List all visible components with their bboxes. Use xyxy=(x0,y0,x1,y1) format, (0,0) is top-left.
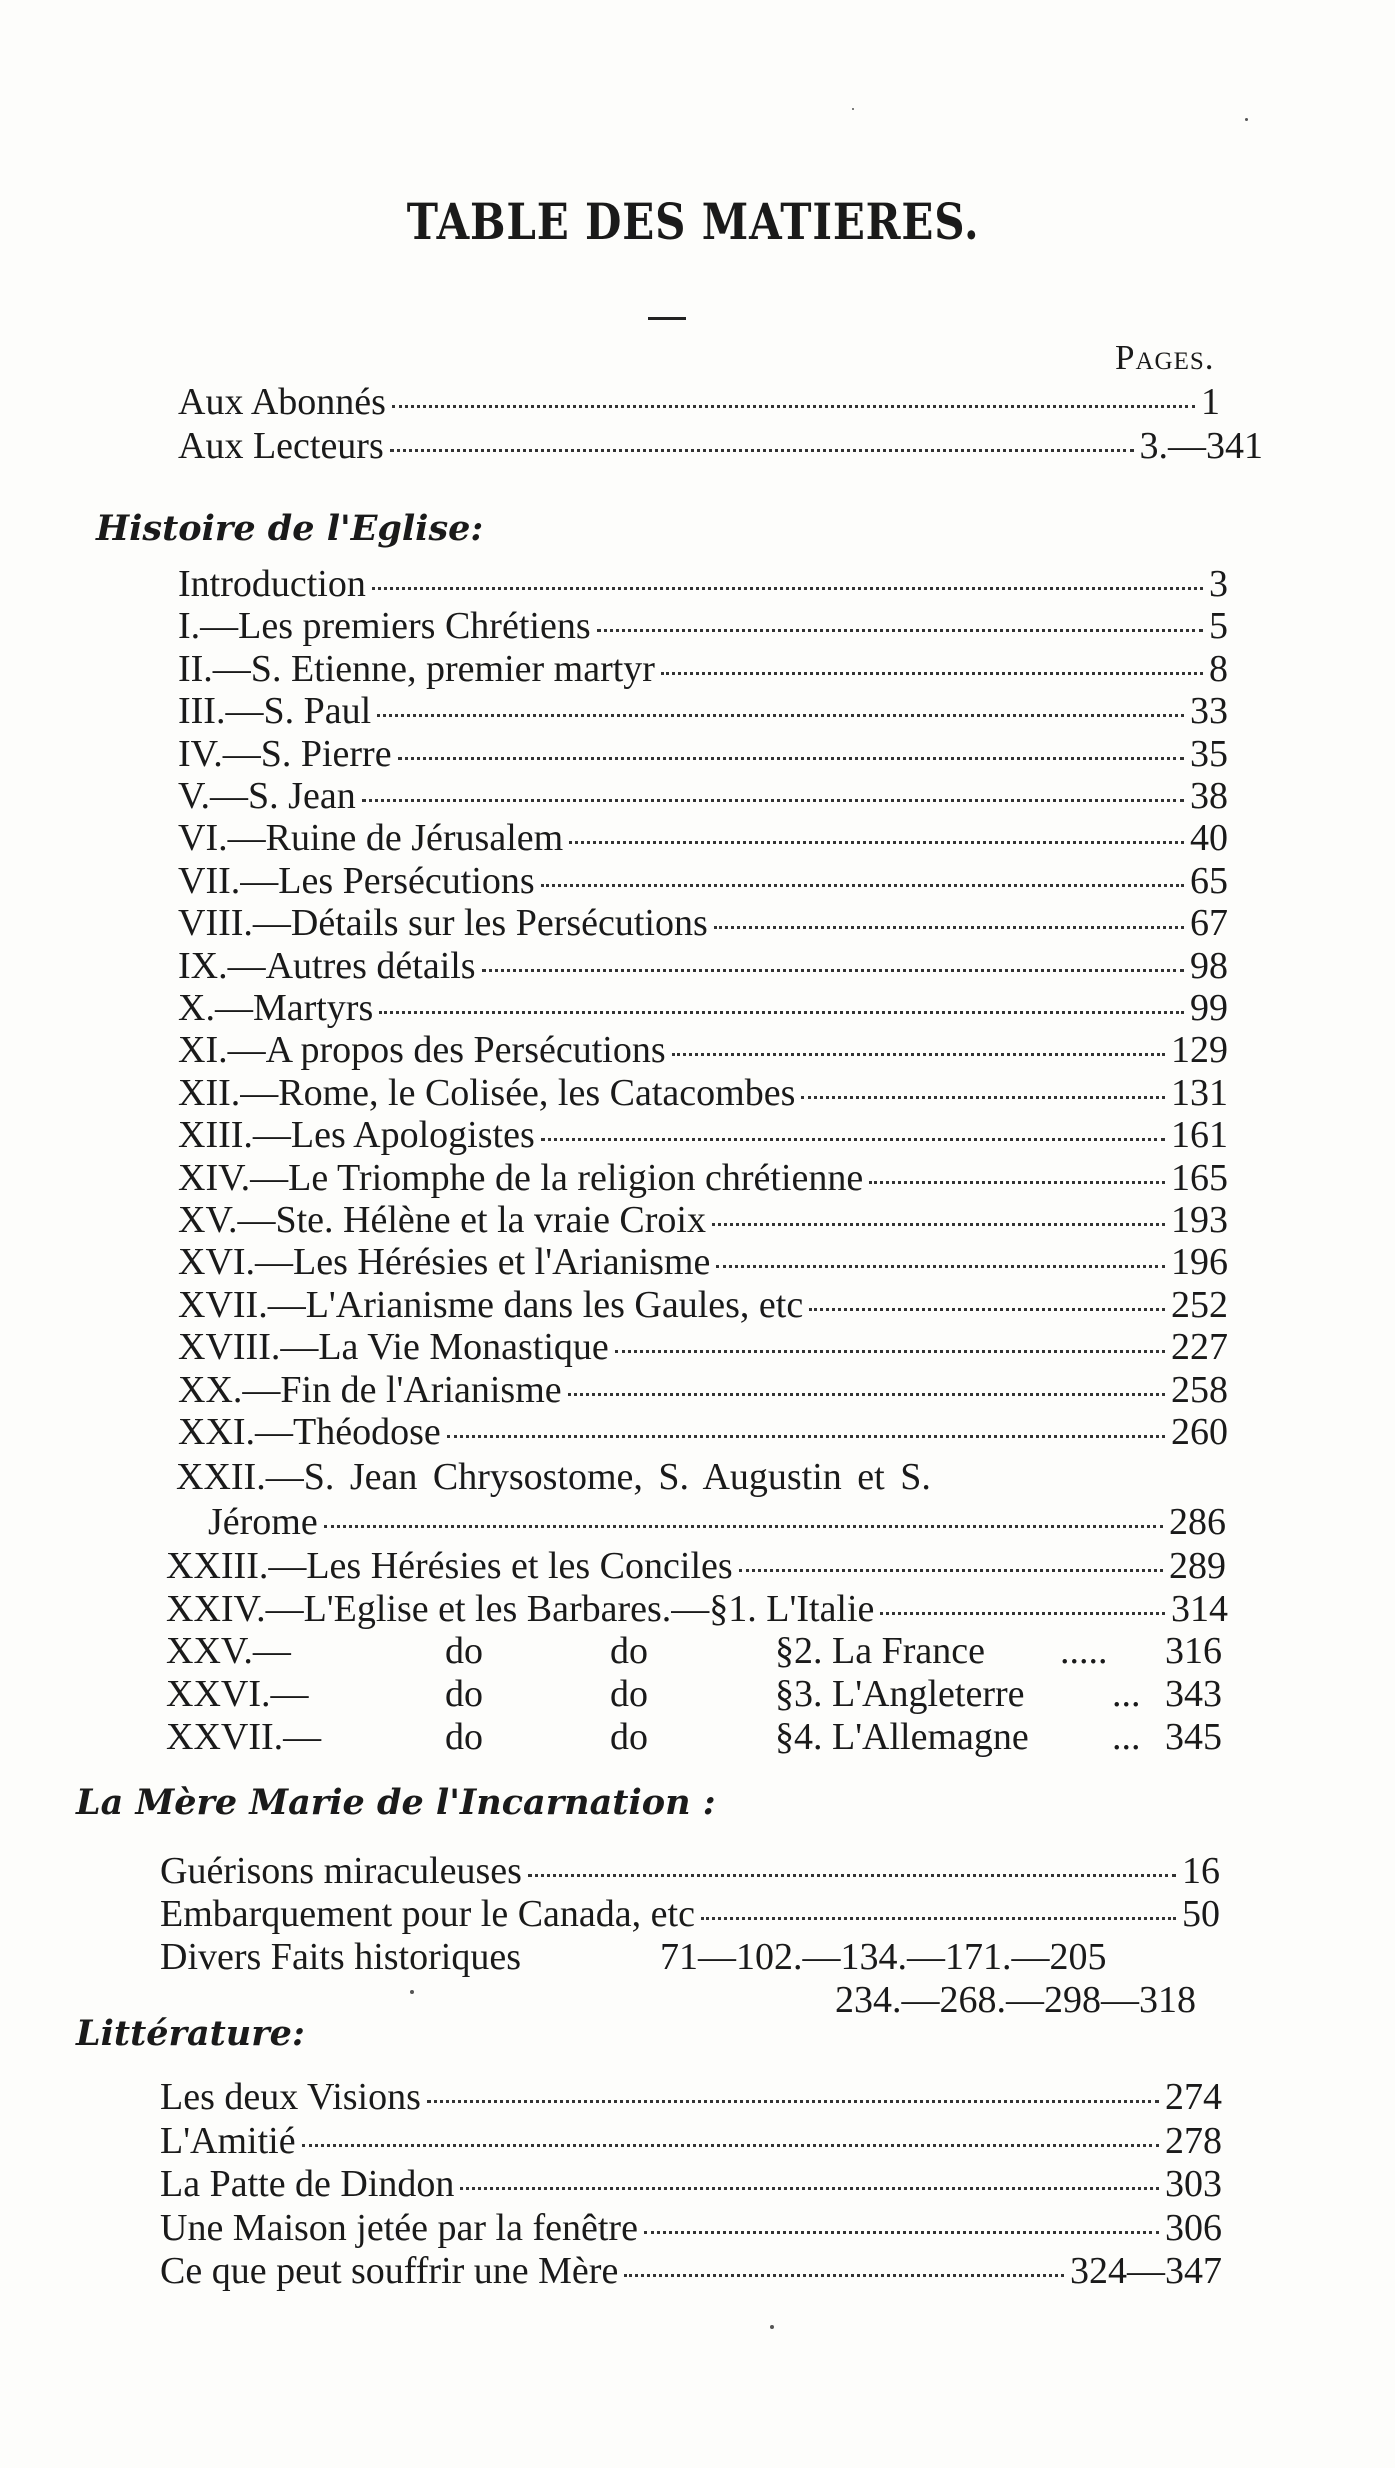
toc-entry-label: VII.—Les Persécutions xyxy=(178,859,535,902)
toc-entry-label: XV.—Ste. Hélène et la vraie Croix xyxy=(178,1199,706,1241)
toc-entry-label: XVI.—Les Hérésies et l'Arianisme xyxy=(178,1241,711,1284)
toc-entry xyxy=(160,2252,1222,2290)
dot-leader-short: ... xyxy=(1112,1673,1141,1715)
toc-entry-label: L'Amitié xyxy=(160,2119,296,2162)
dot-leader xyxy=(377,714,1184,717)
dot-leader xyxy=(541,1138,1165,1141)
row-number: XXVII.— xyxy=(166,1716,322,1758)
scan-speck xyxy=(410,1990,414,1994)
toc-entry xyxy=(178,732,1228,775)
toc-entry-label: Une Maison jetée par la fenêtre xyxy=(160,2206,638,2249)
toc-entry-page: 98 xyxy=(1190,944,1228,987)
toc-entry-label: Introduction xyxy=(178,563,366,605)
dot-leader xyxy=(390,449,1134,452)
toc-entry-label: Embarquement pour le Canada, etc xyxy=(160,1893,695,1935)
dot-leader xyxy=(528,1874,1176,1877)
dot-leader xyxy=(482,969,1184,972)
toc-entry-label: XIV.—Le Triomphe de la religion chrétienne xyxy=(178,1156,864,1199)
toc-entry-label: XX.—Fin de l'Arianisme xyxy=(178,1368,562,1411)
toc-entry-label: II.—S. Etienne, premier martyr xyxy=(178,647,655,690)
toc-entry-page: 260 xyxy=(1171,1411,1228,1453)
toc-entry-page: 161 xyxy=(1171,1114,1228,1157)
toc-entry-label: Aux Lecteurs xyxy=(178,425,384,467)
toc-entry-page: 131 xyxy=(1171,1071,1228,1114)
dot-leader xyxy=(379,1011,1184,1014)
toc-entry-page: 258 xyxy=(1171,1368,1228,1411)
toc-entry-label: Aux Abonnés xyxy=(178,381,386,423)
toc-entry-page: 252 xyxy=(1171,1283,1228,1326)
toc-entry xyxy=(178,944,1228,987)
dot-leader xyxy=(427,2100,1159,2103)
toc-entry-label: Les deux Visions xyxy=(160,2076,421,2118)
toc-entry-page: 129 xyxy=(1171,1029,1228,1072)
dot-leader xyxy=(644,2231,1159,2234)
toc-entry xyxy=(178,565,1228,603)
toc-entry xyxy=(178,1029,1228,1072)
toc-entry-page: 316 xyxy=(1165,1630,1222,1672)
toc-entry-page: 165 xyxy=(1171,1156,1228,1199)
toc-entry-divers-pages-cont: 234.—268.—298—318 xyxy=(835,1979,1196,2021)
row-ditto: do xyxy=(610,1716,648,1758)
toc-entry-page: 227 xyxy=(1171,1326,1228,1369)
dot-leader xyxy=(624,2274,1064,2277)
section-heading-mere-marie: La Mère Marie de l'Incarnation : xyxy=(76,1782,716,1823)
toc-entry xyxy=(166,1590,1228,1628)
toc-entry-page: 196 xyxy=(1171,1241,1228,1284)
toc-entry-divers-label: Divers Faits historiques xyxy=(160,1936,521,1978)
row-ditto: do xyxy=(445,1716,483,1758)
toc-entry-page: 274 xyxy=(1165,2076,1222,2118)
dot-leader xyxy=(716,1265,1165,1268)
dot-leader xyxy=(597,629,1203,632)
dot-leader xyxy=(714,926,1184,929)
scan-speck xyxy=(1245,118,1248,121)
scan-speck xyxy=(770,2325,774,2329)
toc-entry xyxy=(178,1156,1228,1199)
toc-entry-page: 278 xyxy=(1165,2119,1222,2162)
toc-entry-label: I.—Les premiers Chrétiens xyxy=(178,605,591,648)
toc-entry xyxy=(178,427,1263,465)
toc-entry xyxy=(178,1201,1228,1239)
dot-leader xyxy=(701,1917,1176,1920)
toc-entry-label: XXIV.—L'Eglise et les Barbares.—§1. L'Italie xyxy=(166,1588,875,1630)
dot-leader xyxy=(569,841,1184,844)
dot-leader xyxy=(880,1612,1165,1615)
toc-entry xyxy=(208,1503,1226,1541)
row-ditto: do xyxy=(445,1630,483,1672)
toc-entry-page: 345 xyxy=(1165,1716,1222,1758)
toc-entry-page: 40 xyxy=(1190,817,1228,860)
toc-entry-page: 38 xyxy=(1190,775,1228,817)
dot-leader xyxy=(302,2144,1159,2147)
toc-entry-label: La Patte de Dindon xyxy=(160,2163,455,2205)
toc-entry-page: 343 xyxy=(1165,1673,1222,1715)
pages-column-header: Pages. xyxy=(1115,338,1215,377)
toc-entry-label: XVII.—L'Arianisme dans les Gaules, etc xyxy=(178,1283,804,1326)
toc-entry-page: 324—347 xyxy=(1070,2250,1222,2292)
section-heading-histoire: Histoire de l'Eglise: xyxy=(96,508,484,549)
toc-entry-page: 3.—341 xyxy=(1139,425,1263,467)
toc-entry-page: 5 xyxy=(1209,605,1228,648)
toc-entry-label: XXIII.—Les Hérésies et les Conciles xyxy=(166,1545,733,1587)
toc-entry-label: XIII.—Les Apologistes xyxy=(178,1114,535,1157)
dot-leader xyxy=(541,884,1184,887)
toc-entry xyxy=(178,859,1228,902)
toc-entry-page: 67 xyxy=(1190,902,1228,945)
row-number: XXV.— xyxy=(166,1630,291,1672)
toc-entry xyxy=(178,383,1220,421)
toc-entry xyxy=(178,690,1228,733)
toc-entry-page: 286 xyxy=(1169,1501,1226,1543)
toc-entry-label: III.—S. Paul xyxy=(178,690,372,733)
section-heading-litterature: Littérature: xyxy=(76,2013,305,2054)
toc-entry-page: 193 xyxy=(1171,1199,1228,1241)
toc-entry xyxy=(160,2165,1222,2203)
row-paragraph: §3. L'Angleterre xyxy=(775,1673,1025,1715)
toc-entry-page: 303 xyxy=(1165,2163,1222,2205)
dot-leader xyxy=(460,2187,1159,2190)
toc-entry xyxy=(178,1114,1228,1157)
dot-leader xyxy=(398,757,1184,760)
toc-entry xyxy=(166,1547,1226,1585)
dot-leader xyxy=(324,1525,1163,1528)
toc-entry xyxy=(178,777,1228,815)
toc-entry xyxy=(178,1413,1228,1451)
page-title: TABLE DES MATIERES. xyxy=(406,192,980,251)
toc-entry-label: Guérisons miraculeuses xyxy=(160,1850,522,1892)
dot-leader xyxy=(739,1569,1163,1572)
toc-entry-page: 33 xyxy=(1190,690,1228,733)
toc-entry-page: 1 xyxy=(1201,381,1220,423)
toc-entry-label: V.—S. Jean xyxy=(178,775,356,817)
dot-leader xyxy=(392,405,1195,408)
toc-entry-page: 65 xyxy=(1190,859,1228,902)
dot-leader xyxy=(661,672,1203,675)
toc-entry xyxy=(160,2078,1222,2116)
toc-entry xyxy=(178,817,1228,860)
dot-leader xyxy=(615,1350,1165,1353)
row-paragraph: §2. La France xyxy=(775,1630,985,1672)
dot-leader xyxy=(869,1181,1165,1184)
toc-entry xyxy=(178,1241,1228,1284)
toc-entry xyxy=(178,647,1228,690)
toc-entry-page: 306 xyxy=(1165,2206,1222,2249)
toc-entry xyxy=(178,1283,1228,1326)
toc-entry-label: VIII.—Détails sur les Persécutions xyxy=(178,902,708,945)
dot-leader xyxy=(447,1435,1165,1438)
toc-entry xyxy=(160,1852,1220,1890)
dot-leader xyxy=(712,1223,1165,1226)
toc-entry-label: IV.—S. Pierre xyxy=(178,732,392,775)
toc-entry-page: 8 xyxy=(1209,647,1228,690)
toc-entry-divers-pages: 71—102.—134.—171.—205 xyxy=(660,1936,1107,1978)
row-ditto: do xyxy=(610,1673,648,1715)
toc-entry-page: 99 xyxy=(1190,987,1228,1029)
title-rule xyxy=(648,317,686,320)
toc-entry-label: IX.—Autres détails xyxy=(178,944,476,987)
toc-entry xyxy=(160,1895,1220,1933)
dot-leader xyxy=(362,799,1184,802)
row-ditto: do xyxy=(445,1673,483,1715)
toc-entry xyxy=(160,2119,1222,2162)
dot-leader-short: ... xyxy=(1112,1716,1141,1758)
toc-entry-xxii-line1: XXII.—S. Jean Chrysostome, S. Augustin et S. xyxy=(176,1456,931,1498)
toc-entry xyxy=(178,902,1228,945)
toc-entry-label: Ce que peut souffrir une Mère xyxy=(160,2250,619,2292)
toc-entry-label: XXI.—Théodose xyxy=(178,1411,441,1453)
toc-entry xyxy=(178,1368,1228,1411)
toc-entry-page: 50 xyxy=(1182,1893,1220,1935)
dot-leader xyxy=(672,1053,1165,1056)
toc-entry-label: X.—Martyrs xyxy=(178,987,374,1029)
dot-leader-short: ..... xyxy=(1060,1630,1108,1672)
toc-entry-page: 35 xyxy=(1190,732,1228,775)
row-ditto: do xyxy=(610,1630,648,1672)
toc-entry-label: VI.—Ruine de Jérusalem xyxy=(178,817,564,860)
row-number: XXVI.— xyxy=(166,1673,309,1715)
toc-entry xyxy=(178,605,1228,648)
row-paragraph: §4. L'Allemagne xyxy=(775,1716,1029,1758)
toc-entry xyxy=(178,989,1228,1027)
toc-entry-page: 314 xyxy=(1171,1588,1228,1630)
dot-leader xyxy=(372,587,1203,590)
toc-entry-label: Jérome xyxy=(208,1501,318,1543)
dot-leader xyxy=(809,1308,1165,1311)
toc-entry xyxy=(178,1326,1228,1369)
toc-entry-page: 3 xyxy=(1209,563,1228,605)
dot-leader xyxy=(568,1393,1165,1396)
toc-entry xyxy=(160,2206,1222,2249)
dot-leader xyxy=(801,1096,1165,1099)
toc-entry-page: 289 xyxy=(1169,1545,1226,1587)
toc-entry-label: XI.—A propos des Persécutions xyxy=(178,1029,666,1072)
scan-speck xyxy=(852,108,854,110)
toc-entry-page: 16 xyxy=(1182,1850,1220,1892)
toc-entry-label: XVIII.—La Vie Monastique xyxy=(178,1326,609,1369)
toc-entry-label: XII.—Rome, le Colisée, les Catacombes xyxy=(178,1071,796,1114)
toc-entry xyxy=(178,1071,1228,1114)
